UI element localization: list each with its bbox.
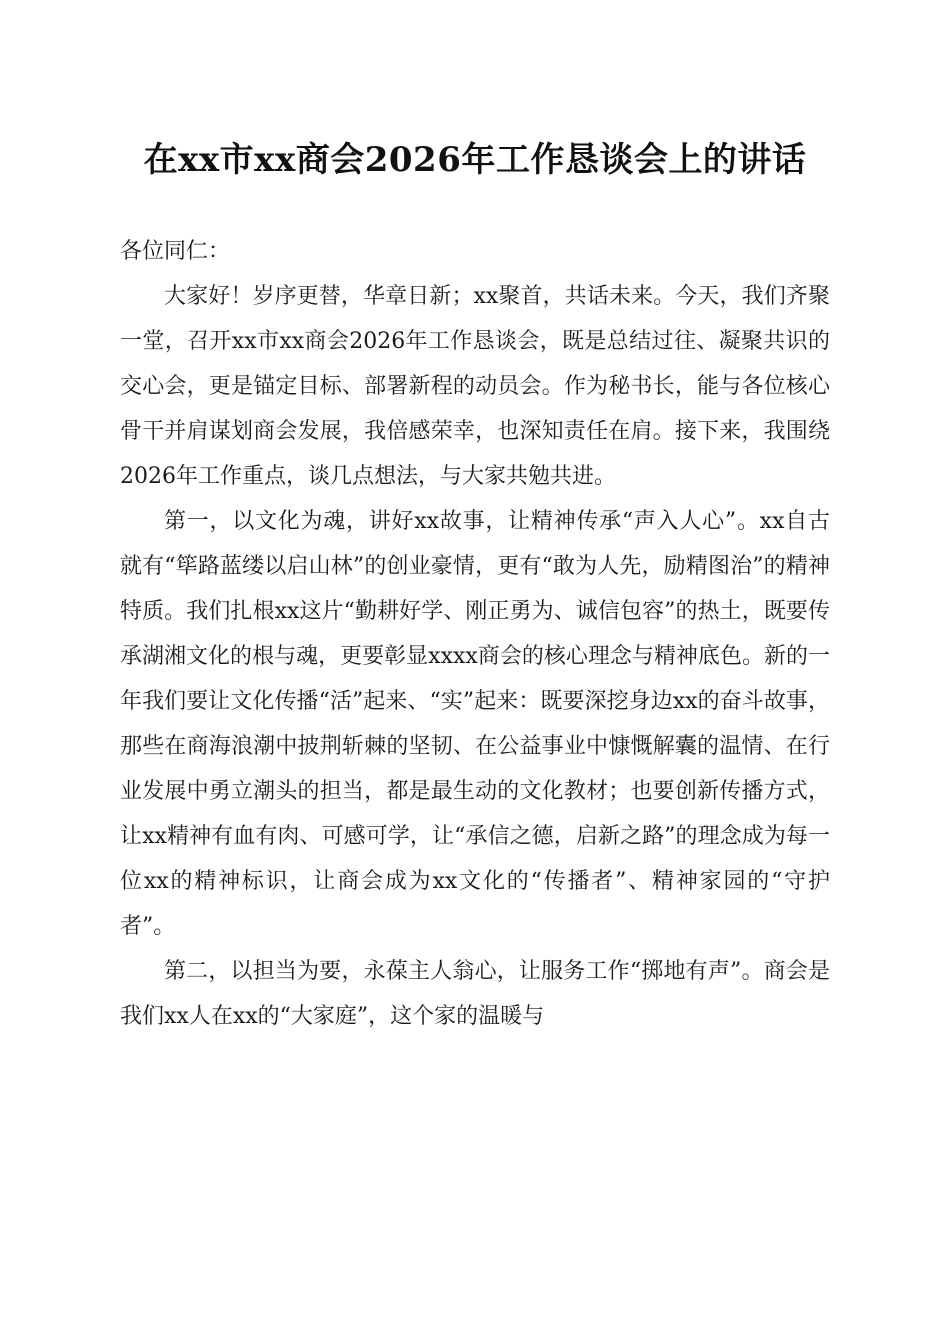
paragraph-first-point: 第一，以文化为魂，讲好xx故事，让精神传承“声入人心”。xx自古就有“筚路蓝缕以启山林”的创业豪情，更有“敢为人先，励精图治”的精神特质。我们扎根xx这片“勤耕好学、刚正勇为、诚信包容”的热土，既要传承湖湘文化的根与魂，更要彰显xxxx商会的核心理念与精神底色。新的一年我们要让文化传播“活”起来、“实”起来：既要深挖身边xx的奋斗故事，那些在商海浪潮中披荆斩棘的坚韧、在公益事业中慷慨解囊的温情、在行业发展中勇立潮头的担当，都是最生动的文化教材；也要创新传播方式，让xx精神有血有肉、可感可学，让“承信之德，启新之路”的理念成为每一位xx的精神标识，让商会成为xx文化的“传播者”、精神家园的“守护者”。 — [120, 509, 830, 939]
paragraph-second-point: 第二，以担当为要，永葆主人翁心，让服务工作“掷地有声”。商会是我们xx人在xx的“大家庭”，这个家的温暖与 — [120, 959, 830, 1029]
document-body — [120, 229, 830, 1039]
salutation: 各位同仁： — [120, 239, 231, 264]
paragraph-opening: 大家好！岁序更替，华章日新；xx聚首，共话未来。今天，我们齐聚一堂，召开xx市xx商会2026年工作恳谈会，既是总结过往、凝聚共识的交心会，更是锚定目标、部署新程的动员会。作为秘书长，能与各位核心骨干并肩谋划商会发展，我倍感荣幸，也深知责任在肩。接下来，我围绕2026年工作重点，谈几点想法，与大家共勉共进。 — [120, 284, 830, 489]
document-title: 在xx市xx商会2026年工作恳谈会上的讲话 — [143, 140, 807, 180]
